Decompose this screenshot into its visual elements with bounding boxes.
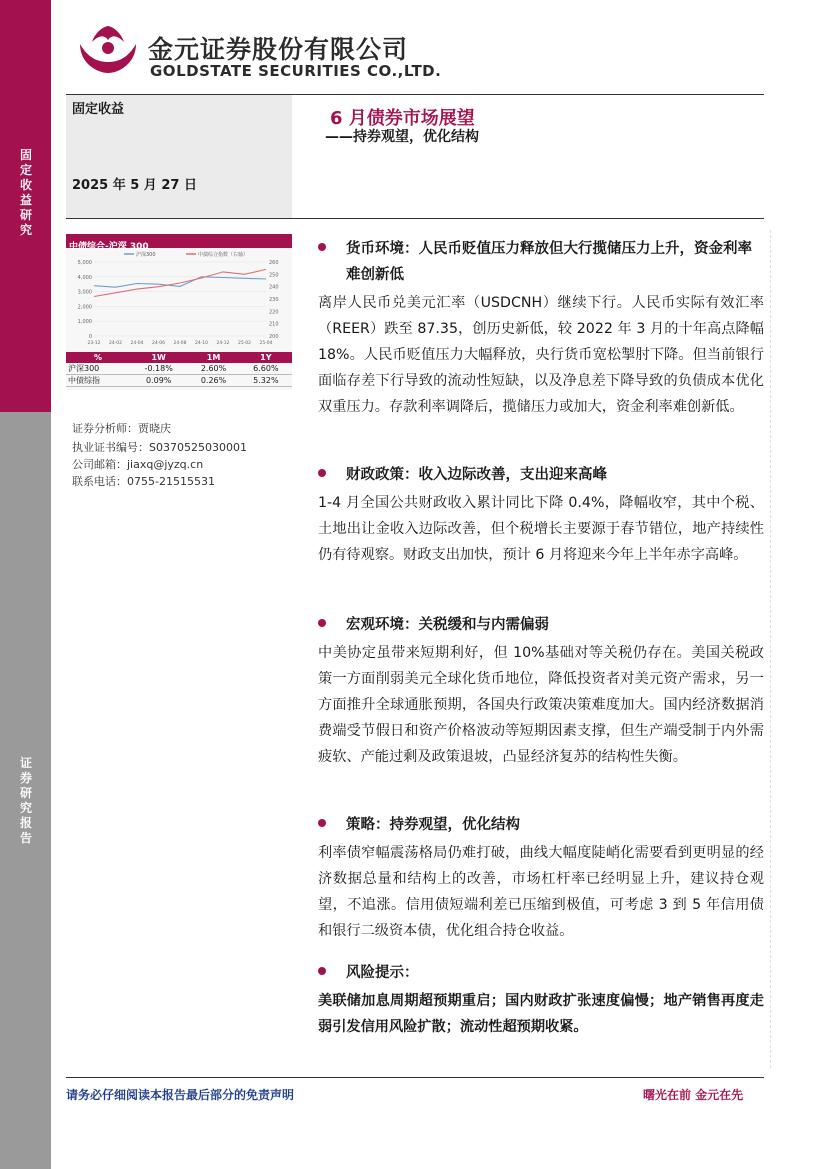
x-tick-label: 23-12 xyxy=(87,341,101,346)
bullet-icon xyxy=(318,819,326,827)
x-tick-label: 24-12 xyxy=(216,341,230,346)
table-header-row xyxy=(66,352,292,363)
y-right-tick-label: 250 xyxy=(269,272,279,279)
section-heading: 财政政策：收入边际改善，支出迎来高峰 xyxy=(346,467,607,483)
x-tick-label: 25-04 xyxy=(259,341,273,346)
section-heading: 风险提示： xyxy=(346,965,419,981)
section-risk xyxy=(318,960,764,1040)
disclaimer-link[interactable]: 请务必仔细阅读本报告最后部分的免责声明 xyxy=(66,1088,295,1102)
table-cell: 0.26% xyxy=(187,375,239,387)
table-row xyxy=(66,363,292,375)
y-left-tick-label: 4,000 xyxy=(77,274,92,281)
bullet-icon xyxy=(318,967,326,975)
logo-icon xyxy=(76,24,140,74)
y-left-tick-label: 2,000 xyxy=(77,304,92,311)
y-left-tick-label: 0 xyxy=(88,334,92,340)
table-header-cell: 1M xyxy=(187,352,239,363)
table-header-cell: 1W xyxy=(130,352,187,363)
bullet-icon xyxy=(318,243,326,251)
report-date: 2025 年 5 月 27 日 xyxy=(72,178,197,193)
bullet-icon xyxy=(318,619,326,627)
header-divider-bottom xyxy=(66,218,764,219)
analyst-name: 证券分析师：贾晓庆 xyxy=(72,422,171,435)
section-heading: 货币环境：人民币贬值压力释放但大行揽储压力上升，资金利率难创新低 xyxy=(346,241,752,283)
footer-divider xyxy=(66,1077,764,1078)
slogan: 曙光在前 金元在先 xyxy=(643,1088,744,1102)
legend-label: 沪深300 xyxy=(136,252,156,258)
section-heading: 策略：持券观望，优化结构 xyxy=(346,817,520,833)
section-body: 中美协定虽带来短期利好，但 10%基础对等关税仍存在。美国关税政策一方面削弱美元全球化货币地位，降低投资者对美元资产需求，另一方面推升全球通胀预期，各国央行政策决策难度加大。国内经济数据消费端受节假日和资产价格波动等短期因素支撑，但生产端受制于内外需疲软、产能过剩及政策退坡，凸显经济复苏的结构性失衡。 xyxy=(318,645,764,765)
section-strategy xyxy=(318,812,764,944)
y-right-tick-label: 240 xyxy=(269,284,279,291)
y-left-tick-label: 1,000 xyxy=(77,319,92,326)
chart-title-bar xyxy=(66,234,292,252)
section-body: 美联储加息周期超预期重启；国内财政扩张速度偏慢；地产销售再度走弱引发信用风险扩散；流动性超预期收紧。 xyxy=(318,993,764,1035)
y-right-tick-label: 260 xyxy=(269,260,279,266)
y-right-tick-label: 220 xyxy=(269,309,279,316)
section-body: 1-4 月全国公共财政收入累计同比下降 0.4%，降幅收窄，其中个税、土地出让金收入边际改善，但个税增长主要源于春节错位，地产持续性仍有待观察。财政支出加快，预计 6 月将迎来今年上半年赤字高峰。 xyxy=(318,495,764,563)
chart-title: 中债综合-沪深 300 xyxy=(69,242,149,252)
series-line xyxy=(94,269,266,296)
table-cell: -0.18% xyxy=(130,363,187,375)
table-header-cell: 1Y xyxy=(240,352,292,363)
section-heading: 宏观环境：关税缓和与内需偏弱 xyxy=(346,617,549,633)
section-monetary xyxy=(318,236,764,420)
y-left-tick-label: 3,000 xyxy=(77,289,92,296)
report-subtitle: ——持券观望，优化结构 xyxy=(325,129,479,145)
table-cell: 5.32% xyxy=(240,375,292,387)
y-right-tick-label: 210 xyxy=(269,321,279,328)
analyst-phone: 联系电话：0755-21515531 xyxy=(72,475,215,488)
table-row xyxy=(66,375,292,387)
y-left-tick-label: 5,000 xyxy=(77,260,92,266)
section-macro xyxy=(318,612,764,770)
sidebar-bottom-label: 证券研究报告 xyxy=(19,756,32,845)
analyst-email: 公司邮箱：jiaxq@jyzq.cn xyxy=(72,458,204,471)
table-header-cell: % xyxy=(66,352,130,363)
x-tick-label: 24-08 xyxy=(173,341,187,346)
analyst-cert: 执业证书编号：S0370525030001 xyxy=(72,441,247,454)
report-category: 固定收益 xyxy=(72,102,125,117)
table-cell: 2.60% xyxy=(187,363,239,375)
column-guide xyxy=(770,230,771,1068)
y-right-tick-label: 230 xyxy=(269,297,279,303)
y-right-tick-label: 200 xyxy=(269,334,279,340)
x-tick-label: 24-06 xyxy=(151,341,166,346)
table-cell: 中债综指 xyxy=(66,375,130,387)
table-cell: 6.60% xyxy=(240,363,292,375)
table-cell: 0.09% xyxy=(130,375,187,387)
logo-text-en: GOLDSTATE SECURITIES CO.,LTD. xyxy=(150,62,442,80)
bullet-icon xyxy=(318,469,326,477)
x-tick-label: 24-02 xyxy=(108,341,123,346)
series-line xyxy=(94,277,266,287)
table-cell: 沪深300 xyxy=(66,363,130,375)
section-body: 离岸人民币兑美元汇率（USDCNH）继续下行。人民币实际有效汇率（REER）跌至 87.35，创历史新低，较 2022 年 3 月的十年高点降幅 18%。人民币贬值压力大幅释放，央行货币宽松掣肘下降。但当前银行面临存差下行导致的流动性短缺，以及净息差下降导致的负债成本优化双重压力。存款利率调降后，揽储压力或加大，资金利率难创新低。 xyxy=(318,295,764,415)
chart-plot xyxy=(66,248,292,352)
report-title: 6 月债券市场展望 xyxy=(330,108,475,129)
x-tick-label: 24-04 xyxy=(130,341,144,346)
legend-label: 中债综合指数（右轴） xyxy=(198,252,249,258)
performance-table xyxy=(66,352,292,387)
section-fiscal xyxy=(318,462,764,568)
logo-text-cn: 金元证券股份有限公司 xyxy=(148,35,409,64)
x-tick-label: 25-02 xyxy=(237,341,252,346)
section-body: 利率债窄幅震荡格局仍难打破，曲线大幅度陡峭化需要看到更明显的经济数据总量和结构上的改善，市场杠杆率已经明显上升，建议持仓观望，不追涨。信用债短端利差已压缩到极值，可考虑 3 到 5 年信用债和银行二级资本债，优化组合持仓收益。 xyxy=(318,845,764,939)
sidebar-top-label: 固定收益研究 xyxy=(19,148,32,237)
x-tick-label: 24-10 xyxy=(194,341,209,346)
